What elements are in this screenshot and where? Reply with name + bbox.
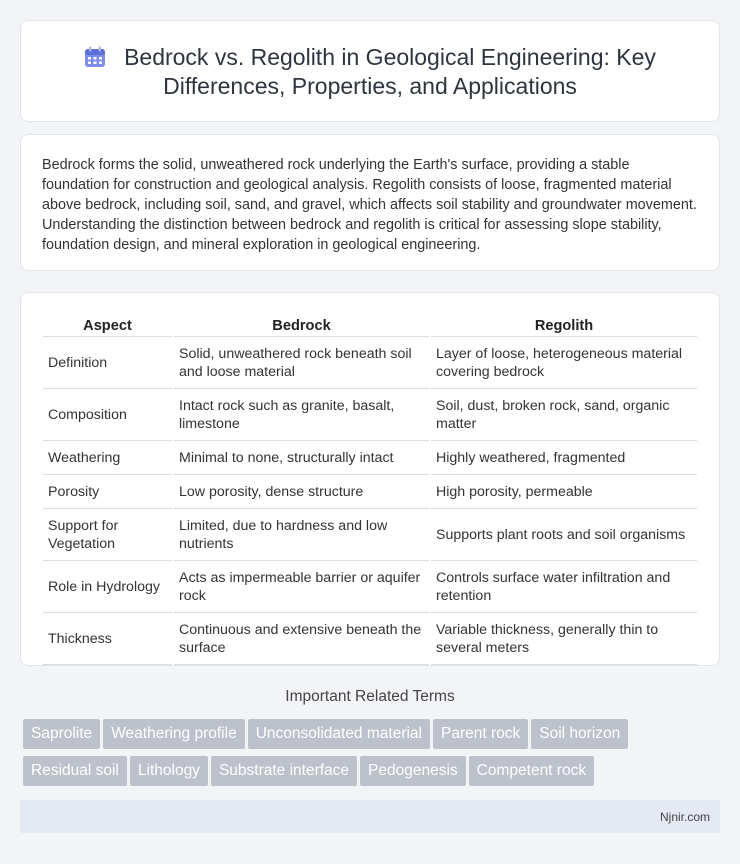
related-tags: [23, 719, 703, 793]
row-bedrock: Limited, due to hardness and low nutrients: [174, 509, 429, 561]
related-terms-title: Important Related Terms: [285, 688, 455, 705]
comparison-table: [41, 315, 699, 665]
tag-substrate-interface[interactable]: Substrate interface: [211, 756, 357, 786]
tag-lithology[interactable]: Lithology: [130, 756, 208, 786]
row-regolith: Supports plant roots and soil organisms: [431, 509, 697, 561]
page-title: Bedrock vs. Regolith in Geological Engineering: Key Differences, Properties, and Applications: [124, 44, 656, 99]
table-row: [43, 441, 697, 475]
row-aspect: Composition: [43, 389, 172, 441]
row-aspect: Support for Vegetation: [43, 509, 172, 561]
row-aspect: Definition: [43, 337, 172, 389]
calendar-icon: [84, 46, 106, 68]
row-regolith: Layer of loose, heterogeneous material covering bedrock: [431, 337, 697, 389]
title-card: [20, 20, 720, 122]
header-regolith: Regolith: [431, 315, 697, 337]
row-bedrock: Minimal to none, structurally intact: [174, 441, 429, 475]
row-regolith: Variable thickness, generally thin to several meters: [431, 613, 697, 665]
row-aspect: Role in Hydrology: [43, 561, 172, 613]
tag-competent-rock[interactable]: Competent rock: [469, 756, 594, 786]
tag-residual-soil[interactable]: Residual soil: [23, 756, 127, 786]
table-row: [43, 389, 697, 441]
tag-saprolite[interactable]: Saprolite: [23, 719, 100, 749]
header-bedrock: Bedrock: [174, 315, 429, 337]
footer: [20, 800, 720, 833]
row-regolith: Soil, dust, broken rock, sand, organic matter: [431, 389, 697, 441]
page-title-wrap: [21, 43, 719, 101]
row-aspect: Thickness: [43, 613, 172, 665]
row-bedrock: Continuous and extensive beneath the surface: [174, 613, 429, 665]
comparison-card: [20, 292, 720, 666]
row-aspect: Weathering: [43, 441, 172, 475]
table-row: [43, 337, 697, 389]
row-regolith: Controls surface water infiltration and retention: [431, 561, 697, 613]
row-bedrock: Acts as impermeable barrier or aquifer rock: [174, 561, 429, 613]
table-row: [43, 509, 697, 561]
tag-pedogenesis[interactable]: Pedogenesis: [360, 756, 466, 786]
table-row: [43, 475, 697, 509]
tag-unconsolidated-material[interactable]: Unconsolidated material: [248, 719, 430, 749]
row-aspect: Porosity: [43, 475, 172, 509]
row-regolith: Highly weathered, fragmented: [431, 441, 697, 475]
intro-paragraph: Bedrock forms the solid, unweathered rock underlying the Earth's surface, providing a stable foundation for construction and geological analysis. Regolith consists of loose, fragmented material above bedrock, including soil, sand, and gravel, which affects soil stability and groundwater movement. Understanding the distinction between bedrock and regolith is critical for assessing slope stability, foundation design, and mineral exploration in geological engineering.: [42, 157, 697, 253]
table-row: [43, 561, 697, 613]
row-bedrock: Low porosity, dense structure: [174, 475, 429, 509]
header-aspect: Aspect: [43, 315, 172, 337]
row-bedrock: Solid, unweathered rock beneath soil and loose material: [174, 337, 429, 389]
tag-parent-rock[interactable]: Parent rock: [433, 719, 528, 749]
tag-weathering-profile[interactable]: Weathering profile: [103, 719, 245, 749]
table-row: [43, 613, 697, 665]
intro-card: [20, 134, 720, 271]
footer-site[interactable]: Njnir.com: [659, 810, 710, 824]
table-header-row: [43, 315, 697, 337]
row-bedrock: Intact rock such as granite, basalt, limestone: [174, 389, 429, 441]
row-regolith: High porosity, permeable: [431, 475, 697, 509]
tag-soil-horizon[interactable]: Soil horizon: [531, 719, 628, 749]
